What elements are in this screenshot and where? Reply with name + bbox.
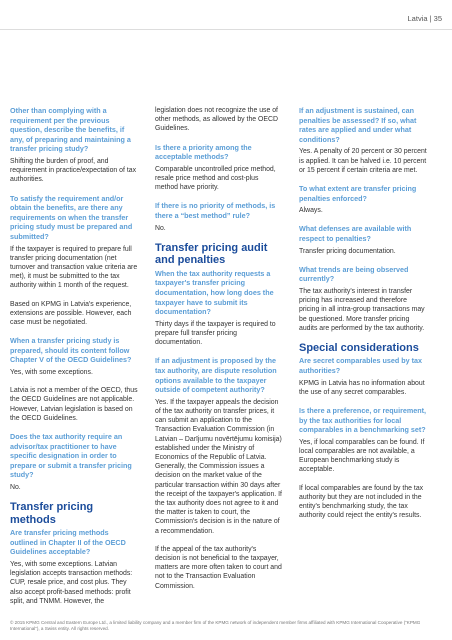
answer-text: Yes, with some exceptions. (10, 368, 93, 376)
page-header (0, 0, 452, 29)
page-number: Latvia | 35 (407, 14, 442, 23)
question-text: Are secret comparables used by tax authorities? (299, 356, 423, 376)
answer-text: Comparable uncontrolled price method, resale price method and cost-plus method have priority. (155, 165, 276, 192)
question-text: If an adjustment is sustained, can penalties be assessed? If so, what rates are applied and under what conditions? (299, 106, 417, 144)
answer-text: Based on KPMG in Latvia's experience, extensions are possible. However, each case must be negotiated. (10, 300, 132, 326)
answer-text: No. (155, 224, 166, 232)
question-text: Is there a priority among the acceptable methods? (155, 142, 252, 162)
answer-text: The tax authority's interest in transfer pricing has increased and therefore pricing in all intra-group transactions may be questioned. More transfer pricing audits are performed by the tax authority. (299, 287, 425, 332)
answer-text: legislation does not recognize the use of other methods, as allowed by the OECD Guidelines. (155, 107, 278, 133)
question-text: Does the tax authority require an advisor/tax practitioner to have specific designation in order to prepare or submit a transfer pricing study? (10, 431, 132, 480)
answer-text: If local comparables are found by the tax authority but they are not included in the entity's benchmarking study, the tax authority could reject the entity's results. (299, 484, 424, 520)
answer-text: No. (10, 483, 21, 491)
question-text: To what extent are transfer pricing penalties enforced? (299, 183, 417, 203)
answer-text: If the appeal of the tax authority's decision is not beneficial to the taxpayer, matters are more often taken to court and not to the Transaction Evaluation Commission. (155, 545, 282, 590)
question-text: When a transfer pricing study is prepared, should its content follow Chapter V of the OECD Guidelines? (10, 336, 132, 365)
question-text: To satisfy the requirement and/or obtain the benefits, are there any requirements on when the transfer pricing study must be prepared and submitted? (10, 193, 133, 241)
section-heading: Special considerations (299, 341, 419, 354)
answer-text: Yes, if local comparables can be found. If local comparables are not available, a European benchmarking study is acceptable. (299, 438, 425, 474)
answer-text: Transfer pricing documentation. (299, 247, 396, 255)
copyright-footer: © 2015 KPMG Central and Eastern Europe Ltd., a limited liability company and a member firm of the KPMG network of independent member firms affiliated with KPMG International Cooperative (“KPMG International”), a Swiss entity. All rights reserved. (10, 620, 421, 631)
question-text: What defenses are available with respect to penalties? (299, 224, 412, 243)
answer-text: Yes, with some exceptions. Latvian legislation accepts transaction methods: CUP, resale price, and cost plus. They also accept profit-based methods: profit split, and TNMM. However, the (10, 560, 133, 605)
answer-text: KPMG in Latvia has no information about the use of any secret comparables. (299, 379, 425, 396)
question-text: When the tax authority requests a taxpayer's transfer pricing documentation, how long does the taxpayer have to submit its documentation? (155, 268, 274, 317)
question-text: Is there a preference, or requirement, by the tax authorities for local comparables in a benchmarking set? (299, 406, 427, 435)
answer-text: Yes. A penalty of 20 percent or 30 percent is applied. It can be halved i.e. 10 percent or 15 percent if certain criteria are met. (299, 148, 427, 174)
section-heading: Transfer pricing audit and penalties (155, 241, 268, 267)
question-text: If an adjustment is proposed by the tax authority, are dispute resolution options available to the taxpayer outside of competent authority? (155, 356, 277, 395)
question-text: If there is no priority of methods, is there a “best method” rule? (155, 201, 276, 220)
answer-text: If the taxpayer is required to prepare full transfer pricing documentation (net turnover and transaction value criteria are met), it must be submitted to the tax authority within 1 month of the request. (10, 245, 138, 290)
question-text: Are transfer pricing methods outlined in Chapter II of the OECD Guidelines acceptable? (10, 528, 126, 557)
header-divider (0, 29, 452, 30)
answer-text: Always. (299, 207, 323, 215)
answer-text: Shifting the burden of proof, and requirement in practice/expectation of tax authorities. (10, 157, 137, 184)
column-right (299, 106, 427, 529)
answer-text: Thirty days if the taxpayer is required to prepare full transfer pricing documentation. (155, 320, 276, 347)
answer-text: Yes. If the taxpayer appeals the decision of the tax authority on transfer prices, it can submit an application to the Transaction Evaluation Commission (in Latvian – Darījumu novērtējumu komisija) established under the Ministry of Economics of the Republic of Latvia. Generally, the Commission issues a decision on the market value of the particular transaction within 30 days after the receipt of the taxpayer's application. If the tax authority does not agree to it and the matter is taken to court, the Commission's decision is in the nature of a recommendation. (155, 398, 282, 535)
question-text: What trends are being observed currently? (299, 264, 409, 284)
question-text: Other than complying with a requirement per the previous question, describe the benefits, if any, of preparing and maintaining a transfer pricing study? (10, 106, 131, 154)
section-heading: Transfer pricing methods (10, 501, 94, 526)
column-middle (155, 106, 283, 600)
answer-text: Latvia is not a member of the OECD, thus the OECD Guidelines are not applicable. However, Latvian legislation is based on the OECD Guidelines. (10, 387, 138, 422)
column-left (10, 106, 138, 615)
